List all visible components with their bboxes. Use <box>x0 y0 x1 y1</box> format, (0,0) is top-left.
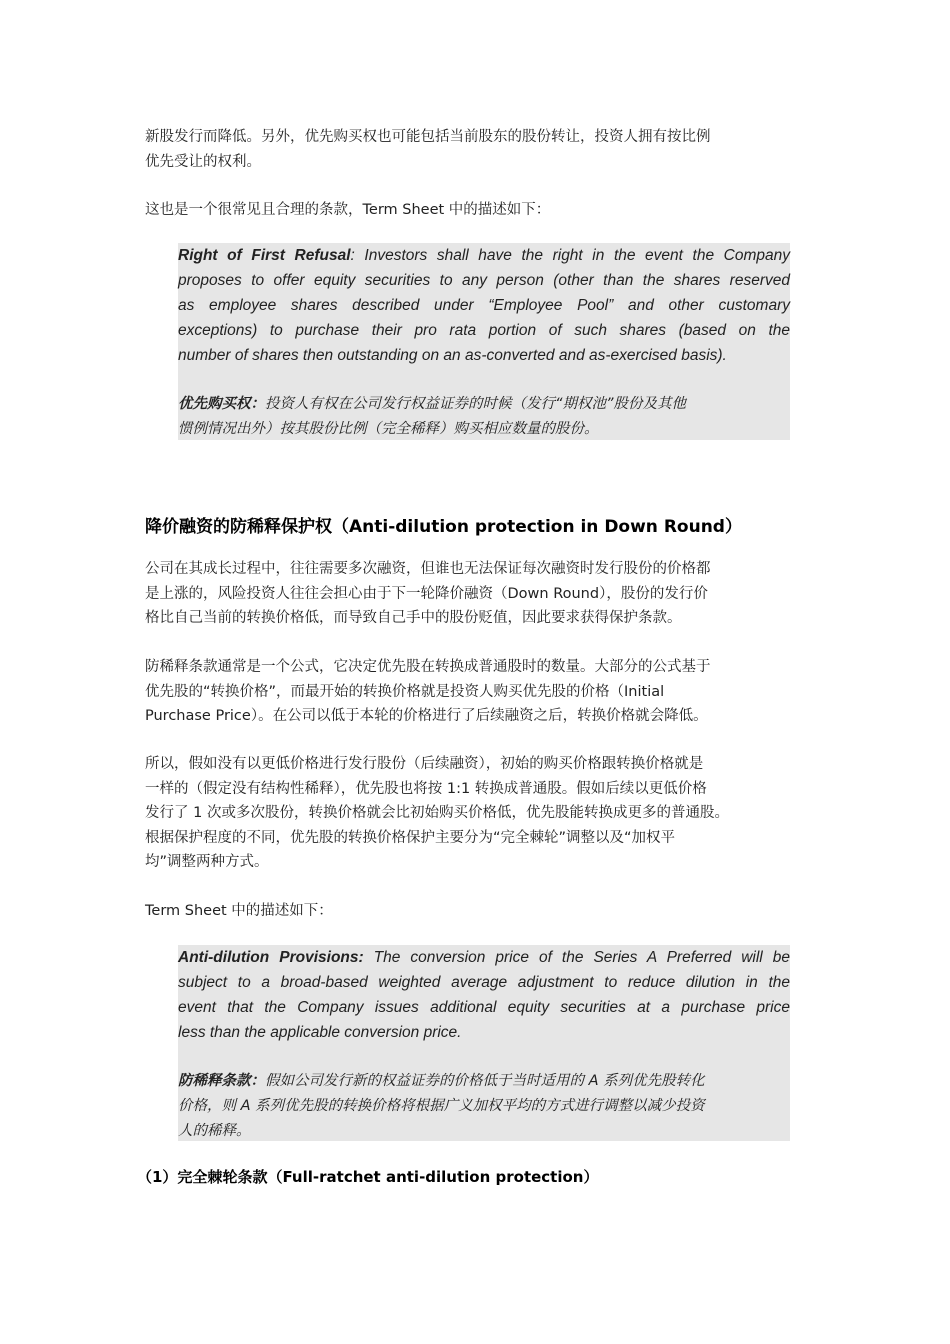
quote-term: Right of First Refusal <box>178 247 351 264</box>
text-line: 根据保护程度的不同，优先股的转换价格保护主要分为“完全棘轮”调整以及“加权平 <box>145 829 676 846</box>
quote-term: Anti-dilution Provisions: <box>178 949 364 966</box>
quote-line: number of shares then outstanding on an as-converted and as-exercised basis). <box>178 347 727 364</box>
section-heading-anti-dilution: 降价融资的防稀释保护权（Anti-dilution protection in Down Round） <box>145 517 742 537</box>
quote-line: exceptions) to purchase their pro rata portion of such shares (based on the <box>178 322 790 339</box>
text-line: 优先受让的权利。 <box>145 153 261 170</box>
quote-term-cn: 优先购买权： <box>178 396 265 412</box>
paragraph-conversion-price <box>145 752 729 875</box>
paragraph-formula <box>145 655 711 729</box>
quote-line: 人的稀释。 <box>178 1123 251 1139</box>
text-line: Term Sheet 中的描述如下： <box>145 903 333 919</box>
paragraph-rofr-intro <box>145 125 711 174</box>
text-line: 防稀释条款通常是一个公式，它决定优先股在转换成普通股时的数量。大部分的公式基于 <box>145 659 711 675</box>
quote-line <box>178 945 790 970</box>
quote-line <box>178 392 790 417</box>
text-line: 所以，假如没有以更低价格进行发行股份（后续融资），初始的购买价格跟转换价格就是 <box>145 756 704 772</box>
quote-block-rofr <box>178 243 790 440</box>
quote-line: event that the Company issues additional equity securities at a purchase price <box>178 999 790 1016</box>
quote-text: : Investors shall have the right in the event the Company <box>350 247 790 264</box>
text-line: 新股发行而降低。另外，优先购买权也可能包括当前股东的股份转让，投资人拥有按比例 <box>145 129 711 145</box>
text-line: Purchase Price）。在公司以低于本轮的价格进行了后续融资之后，转换价格就会降低。 <box>145 708 708 724</box>
quote-translation <box>178 392 790 442</box>
quote-line: proposes to offer equity securities to any person (other than the shares reserved <box>178 272 790 289</box>
text-line: 格比自己当前的转换价格低，而导致自己手中的股份贬值，因此要求获得保护条款。 <box>145 610 682 626</box>
subsection-heading-full-ratchet: （1）完全棘轮条款（Full-ratchet anti-dilution protection） <box>137 1168 599 1186</box>
quote-translation <box>178 1069 790 1144</box>
quote-line: less than the applicable conversion price. <box>178 1024 462 1041</box>
quote-line: as employee shares described under “Employee Pool” and other customary <box>178 297 790 314</box>
text-line: 一样的（假定没有结构性稀释），优先股也将按 1:1 转换成普通股。假如后续以更低价格 <box>145 780 707 797</box>
text-line: 均”调整两种方式。 <box>145 854 269 870</box>
quote-line <box>178 1069 790 1094</box>
paragraph-term-sheet-intro-2 <box>145 899 333 924</box>
text-line: 发行了 1 次或多次股份，转换价格就会比初始购买价格低，优先股能转换成更多的普通股。 <box>145 805 729 821</box>
text-line: 公司在其成长过程中，往往需要多次融资，但谁也无法保证每次融资时发行股份的价格都 <box>145 561 711 577</box>
quote-block-anti-dilution <box>178 945 790 1141</box>
quote-text: 假如公司发行新的权益证券的价格低于当时适用的 A 系列优先股转化 <box>265 1073 705 1089</box>
paragraph-down-round <box>145 557 711 631</box>
quote-line: 惯例情况出外）按其股份比例（完全稀释）购买相应数量的股份。 <box>178 421 599 437</box>
paragraph-term-sheet-intro <box>145 198 550 223</box>
text-line: 是上涨的，风险投资人往往会担心由于下一轮降价融资（Down Round），股份的发行价 <box>145 585 708 602</box>
quote-term-cn: 防稀释条款： <box>178 1073 265 1089</box>
text-line: 优先股的“转换价格”，而最开始的转换价格就是投资人购买优先股的价格（Initial <box>145 683 665 700</box>
quote-text: 投资人有权在公司发行权益证券的时候（发行“期权池”股份及其他 <box>265 396 687 412</box>
quote-text: The conversion price of the Series A Preferred will be <box>363 949 790 966</box>
text-line: 这也是一个很常见且合理的条款，Term Sheet 中的描述如下： <box>145 202 551 218</box>
quote-line <box>178 243 790 268</box>
quote-line: subject to a broad-based weighted average adjustment to reduce dilution in the <box>178 974 790 991</box>
quote-line: 价格，则 A 系列优先股的转换价格将根据广义加权平均的方式进行调整以减少投资 <box>178 1098 705 1114</box>
